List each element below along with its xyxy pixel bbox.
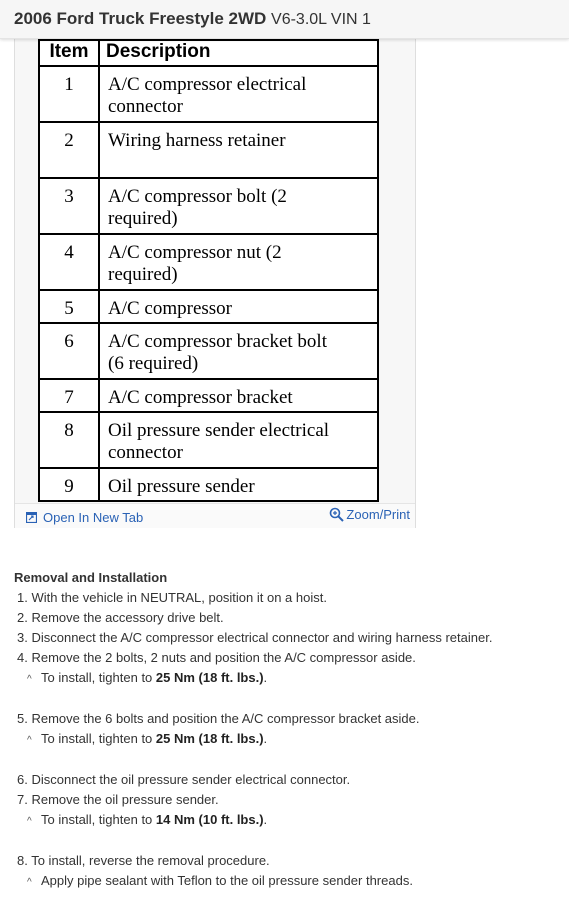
step-4-note: ^ To install, tighten to 25 Nm (18 ft. lbs.). [17, 670, 562, 690]
page-header [0, 0, 569, 39]
page-title [14, 9, 371, 29]
spacer [17, 690, 562, 711]
table-row [39, 468, 378, 501]
torque-value: 25 Nm (18 ft. lbs.) [155, 670, 264, 685]
item-description: A/C compressor nut (2 required) [99, 234, 378, 290]
item-description: Oil pressure sender electrical connector [99, 412, 378, 468]
external-window-icon [26, 512, 37, 523]
item-description: A/C compressor [99, 290, 378, 323]
step-7: 7. Remove the oil pressure sender. [17, 792, 219, 807]
item-number: 4 [39, 234, 99, 290]
figure-container [14, 24, 416, 528]
step-5-note: ^ To install, tighten to 25 Nm (18 ft. lbs.). [17, 731, 562, 751]
zoom-print-label: Zoom/Print [346, 507, 410, 522]
table-row [39, 234, 378, 290]
caret-icon: ^ [27, 674, 32, 685]
item-number: 9 [39, 468, 99, 501]
spacer [17, 751, 562, 772]
table-row [39, 122, 378, 178]
vehicle-title: 2006 Ford Truck Freestyle 2WD [14, 9, 267, 28]
item-number: 5 [39, 290, 99, 323]
open-in-new-tab-link[interactable] [26, 510, 143, 525]
item-number: 7 [39, 379, 99, 412]
item-number: 1 [39, 66, 99, 122]
item-description: Oil pressure sender [99, 468, 378, 501]
figure-toolbar [15, 503, 415, 528]
step-7-note: ^ To install, tighten to 14 Nm (10 ft. lbs.). [17, 812, 562, 832]
step-8: 8. To install, reverse the removal procedure. [17, 853, 270, 868]
step-6: 6. Disconnect the oil pressure sender electrical connector. [17, 772, 351, 787]
spacer [17, 832, 562, 853]
caret-icon: ^ [27, 816, 32, 827]
table-row [39, 412, 378, 468]
zoom-print-link[interactable] [329, 507, 410, 522]
column-header-item: Item [39, 40, 99, 66]
parts-legend-table [38, 39, 379, 502]
table-row [39, 290, 378, 323]
table-row [39, 323, 378, 379]
step-4: 4. Remove the 2 bolts, 2 nuts and position the A/C compressor aside. [17, 650, 416, 665]
caret-icon: ^ [27, 735, 32, 746]
table-header-row [39, 40, 378, 66]
item-number: 6 [39, 323, 99, 379]
item-description: A/C compressor bracket bolt (6 required) [99, 323, 378, 379]
section-title: Removal and Installation [14, 570, 168, 585]
procedure-steps [17, 590, 562, 893]
item-description: A/C compressor bolt (2 required) [99, 178, 378, 234]
item-number: 8 [39, 412, 99, 468]
item-description: Wiring harness retainer [99, 122, 378, 178]
torque-value: 14 Nm (10 ft. lbs.) [155, 812, 264, 827]
item-number: 2 [39, 122, 99, 178]
item-number: 3 [39, 178, 99, 234]
item-description: A/C compressor bracket [99, 379, 378, 412]
magnifier-icon [329, 507, 344, 522]
torque-value: 25 Nm (18 ft. lbs.) [155, 731, 264, 746]
column-header-description: Description [99, 40, 378, 66]
table-row [39, 178, 378, 234]
table-row [39, 66, 378, 122]
step-8-note: ^ Apply pipe sealant with Teflon to the oil pressure sender threads. [17, 873, 562, 893]
open-in-new-tab-label: Open In New Tab [43, 510, 144, 525]
table-row [39, 379, 378, 412]
step-1: 1. With the vehicle in NEUTRAL, position it on a hoist. [17, 590, 327, 605]
engine-spec: V6-3.0L VIN 1 [271, 11, 371, 28]
step-2: 2. Remove the accessory drive belt. [17, 610, 224, 625]
step-3: 3. Disconnect the A/C compressor electrical connector and wiring harness retainer. [17, 630, 493, 645]
caret-icon: ^ [27, 877, 32, 888]
step-5: 5. Remove the 6 bolts and position the A/C compressor bracket aside. [17, 711, 420, 726]
item-description: A/C compressor electrical connector [99, 66, 378, 122]
